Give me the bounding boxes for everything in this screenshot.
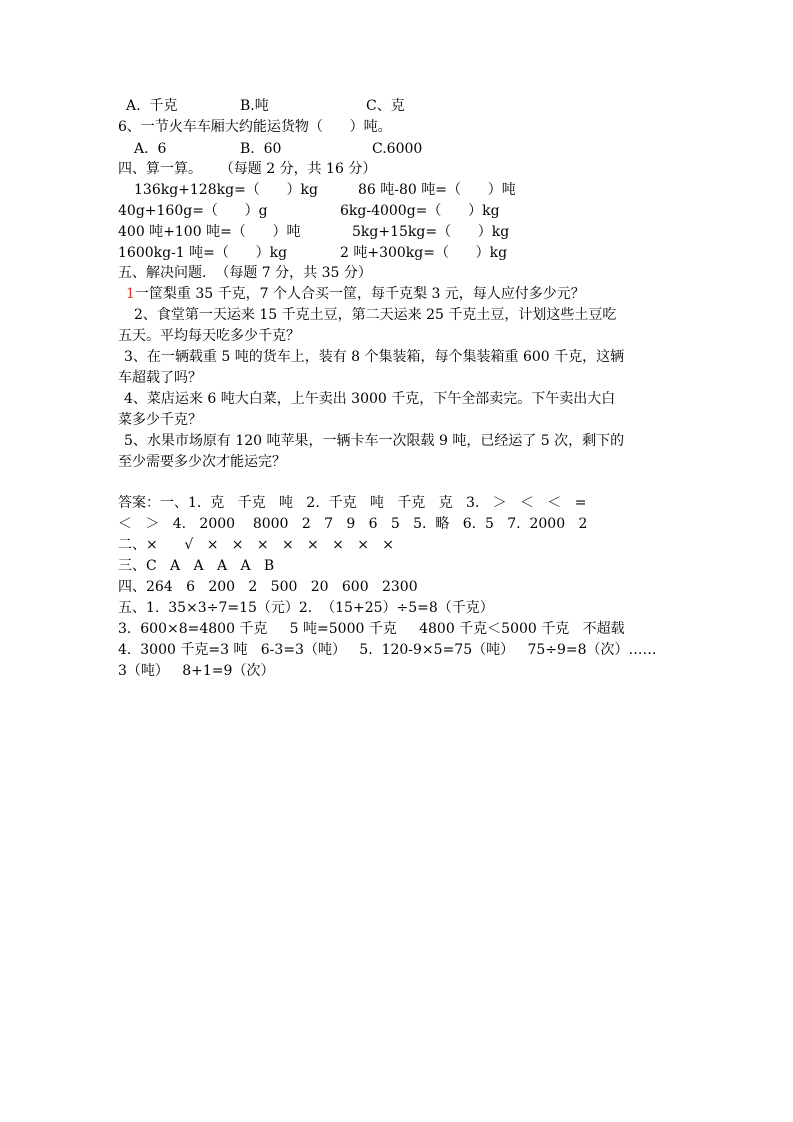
q5-option-a: A. 千克 [126, 98, 178, 114]
problem-3-line2: 车超载了吗？ [118, 370, 202, 386]
calc-item: 6kg-4000g=（ ）kg [340, 203, 500, 219]
answer-line-2: ＜ ＞ 4. 2000 8000 2 7 9 6 5 5. 略 6. 5 7. 2000 2 [118, 516, 588, 532]
q6-option-a: A. 6 [134, 141, 167, 157]
problem-5-line1: 5、水果市场原有 120 吨苹果，一辆卡车一次限载 9 吨，已经运了 5 次，剩下的 [124, 433, 625, 449]
calc-item: 40g+160g=（ ）g [118, 203, 268, 219]
q6-option-c: C.6000 [372, 141, 423, 157]
problem-3-line1: 3、在一辆载重 5 吨的货车上，装有 8 个集装箱，每个集装箱重 600 千克，这辆 [124, 349, 625, 365]
answer-line-6: 五、1. 35×3÷7=15（元）2. （15+25）÷5=8（千克） [118, 600, 494, 616]
problem-4-line1: 4、菜店运来 6 吨大白菜，上午卖出 3000 千克，下午全部卖完。下午卖出大白 [124, 391, 616, 407]
problem-5-line2: 至少需要多少次才能运完？ [118, 454, 286, 470]
q5-option-c: C、克 [366, 98, 405, 114]
problem-2-line1: 2、食堂第一天运来 15 千克土豆，第二天运来 25 千克土豆，计划这些土豆吃 [134, 307, 617, 323]
section4-title: 四、算一算。 （每题 2 分，共 16 分） [118, 161, 377, 177]
problem-1-text: 一筐梨重 35 千克，7 个人合买一筐，每千克梨 3 元，每人应付多少元？ [134, 286, 585, 302]
calc-item: 5kg+15kg=（ ）kg [352, 224, 510, 240]
q5-option-b: B.吨 [240, 98, 269, 114]
problem-1 [126, 285, 585, 303]
answer-line-3: 二、× √ × × × × × × × × [118, 537, 395, 553]
answer-line-8: 4. 3000 千克=3 吨 6-3=3（吨） 5. 120-9×5=75（吨） 75÷9=8（次）…… [118, 642, 657, 658]
answer-line-1: 答案：一、1. 克 千克 吨 2. 千克 吨 千克 克 3. ＞ ＜ ＜ = [118, 495, 587, 511]
q6-question: 6、一节火车车厢大约能运货物（ ）吨。 [118, 119, 392, 135]
answer-line-4: 三、C A A A A B [118, 558, 275, 574]
answer-line-7: 3. 600×8=4800 千克 5 吨=5000 千克 4800 千克＜5000 千克 不超载 [118, 621, 625, 637]
q6-option-b: B. 60 [240, 141, 282, 157]
calc-item: 86 吨-80 吨=（ ）吨 [358, 182, 516, 198]
calc-item: 136kg+128kg=（ ）kg [134, 182, 318, 198]
answer-line-5: 四、264 6 200 2 500 20 600 2300 [118, 579, 418, 595]
calc-item: 1600kg-1 吨=（ ）kg [118, 245, 288, 261]
calc-item: 400 吨+100 吨=（ ）吨 [118, 224, 301, 240]
answer-line-9: 3（吨） 8+1=9（次） [118, 663, 275, 679]
calc-item: 2 吨+300kg=（ ）kg [340, 245, 508, 261]
problem-1-number: 1 [126, 286, 135, 302]
problem-4-line2: 菜多少千克？ [118, 412, 202, 428]
section5-title: 五、解决问题. （每题 7 分，共 35 分） [118, 265, 372, 281]
problem-2-line2: 五天。平均每天吃多少千克？ [118, 328, 300, 344]
